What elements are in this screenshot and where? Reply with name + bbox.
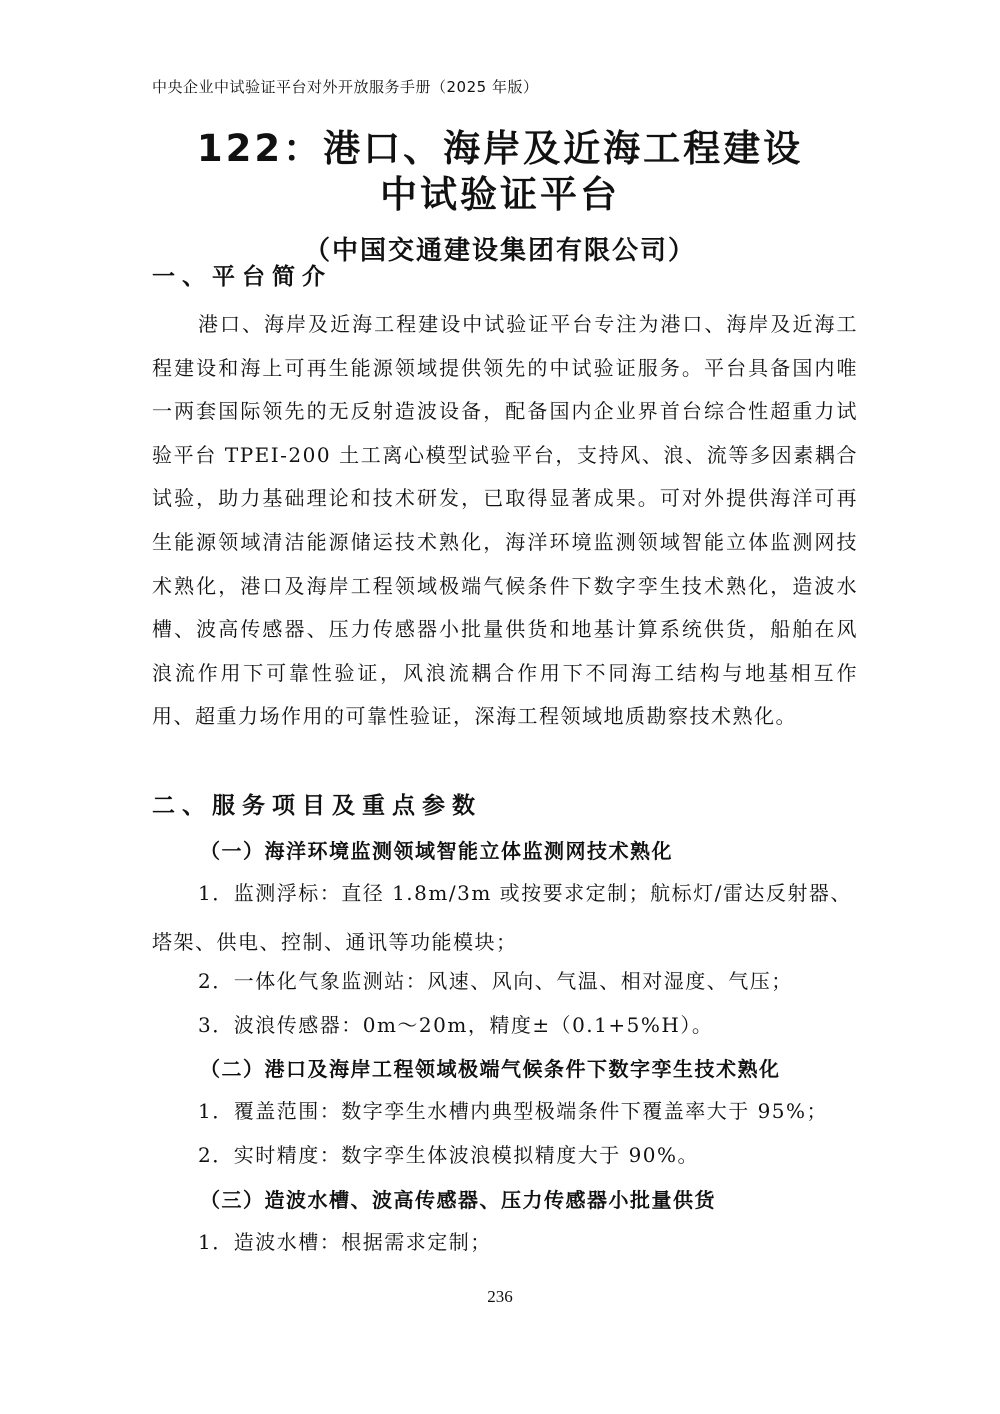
title-block [0, 126, 1000, 267]
running-header: 中央企业中试验证平台对外开放服务手册（2025 年版） [152, 78, 539, 96]
organization-name: （中国交通建设集团有限公司） [303, 236, 696, 266]
sub-heading-1: （一）海洋环境监测领域智能立体监测网技术熟化 [200, 839, 673, 863]
list-item: 3．波浪传感器：0m～20m，精度±（0.1+5%H）。 [198, 1013, 714, 1037]
page-title-line-1: 122：港口、海岸及近海工程建设 [196, 127, 804, 170]
list-item: 1．造波水槽：根据需求定制； [198, 1230, 492, 1254]
page-number: 236 [487, 1287, 513, 1306]
list-item: 1．监测浮标：直径 1.8m/3m 或按要求定制；航标灯/雷达反射器、 [198, 881, 852, 905]
list-item: 2．一体化气象监测站：风速、风向、气温、相对湿度、气压； [198, 969, 793, 993]
section-heading-services: 二、服务项目及重点参数 [152, 793, 482, 819]
page-title-line-2: 中试验证平台 [380, 173, 620, 216]
list-item: 2．实时精度：数字孪生体波浪模拟精度大于 90%。 [198, 1143, 700, 1167]
list-item-continuation: 塔架、供电、控制、通讯等功能模块； [152, 930, 518, 954]
intro-paragraph: 港口、海岸及近海工程建设中试验证平台专注为港口、海岸及近海工程建设和海上可再生能源领域提供领先的中试验证服务。平台具备国内唯一两套国际领先的无反射造波设备，配备国内企业界首台综合性超重力试验平台 TPEI-200 土工离心模型试验平台，支持风、浪、流等多因素耦合试验，助力基础理论和技术研发，已取得显著成果。可对外提供海洋可再生能源领域清洁能源储运技术熟化，海洋环境监测领域智能立体监测网技术熟化，港口及海岸工程领域极端气候条件下数字孪生技术熟化，造波水槽、波高传感器、压力传感器小批量供货和地基计算系统供货，船舶在风浪流作用下可靠性验证，风浪流耦合作用下不同海工结构与地基相互作用、超重力场作用的可靠性验证，深海工程领域地质勘察技术熟化。 [152, 312, 858, 729]
section-heading-intro: 一、平台简介 [152, 264, 332, 290]
list-item: 1．覆盖范围：数字孪生水槽内典型极端条件下覆盖率大于 95%； [198, 1099, 829, 1123]
sub-heading-2: （二）港口及海岸工程领域极端气候条件下数字孪生技术熟化 [200, 1057, 781, 1081]
sub-heading-3: （三）造波水槽、波高传感器、压力传感器小批量供货 [200, 1188, 716, 1212]
